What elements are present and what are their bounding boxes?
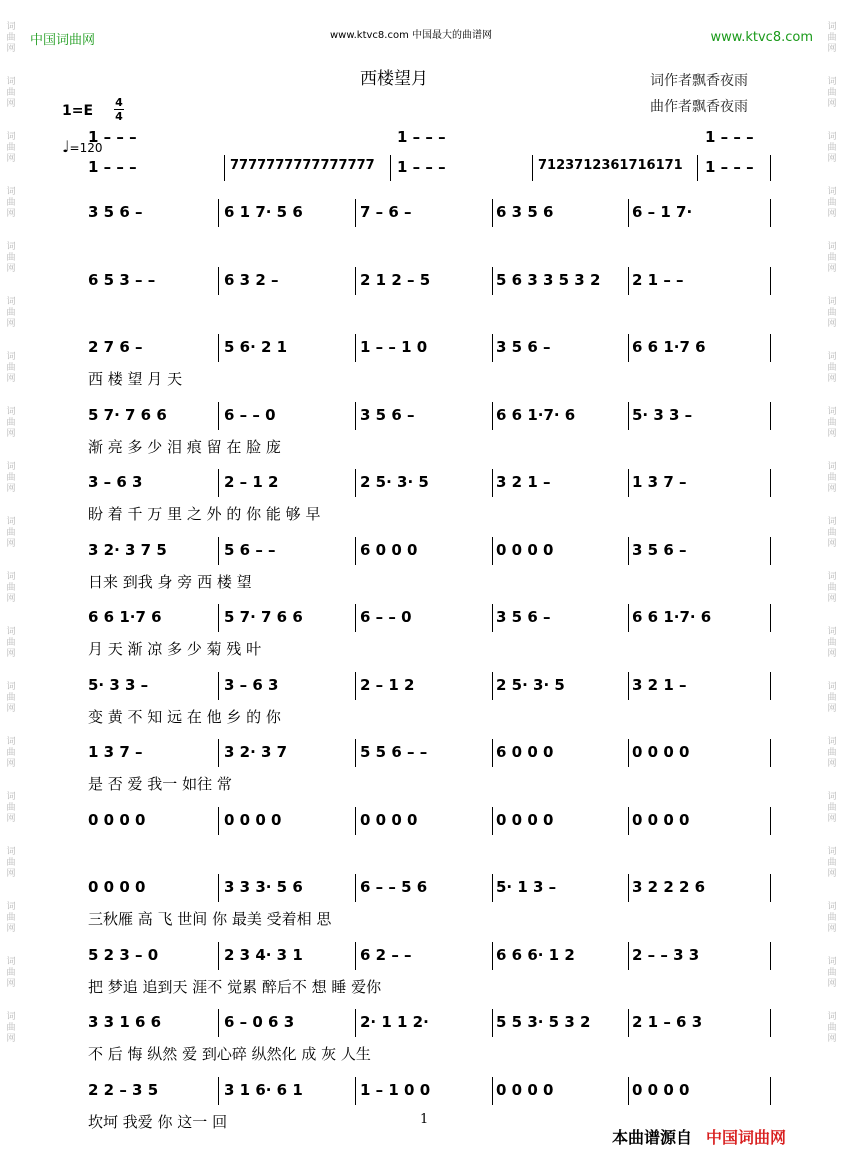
barline xyxy=(218,739,219,767)
barline xyxy=(492,942,493,970)
barline xyxy=(492,604,493,632)
barline xyxy=(355,537,356,565)
watermark-glyph-group: 词 曲 网 xyxy=(827,77,837,109)
measure-notes: 3 2 1 – xyxy=(496,473,551,491)
watermark-glyph-group: 词 曲 网 xyxy=(827,957,837,989)
site-url-right: www.ktvc8.com xyxy=(710,30,813,45)
barline xyxy=(355,807,356,835)
measure-notes: 3 5 6 – xyxy=(496,608,551,626)
measure-notes: 5 6· 2 1 xyxy=(224,338,288,356)
barline xyxy=(492,402,493,430)
measure-notes: 0 0 0 0 xyxy=(360,810,418,829)
measure-notes: 1 – 1 0 0 xyxy=(360,1080,431,1099)
watermark-glyph-group: 词 曲 网 xyxy=(827,847,837,879)
watermark-glyph-group: 词 曲 网 xyxy=(6,682,16,714)
intro-lower-3: 1 – – – xyxy=(397,158,446,176)
measure-notes: 1 3 7 – xyxy=(632,473,687,491)
measure-notes: 2 – – 3 3 xyxy=(632,945,700,964)
lyric-line: 变 黄 不 知 远 在 他 乡 的 你 xyxy=(88,707,281,726)
measure-notes: 5 5 6 – – xyxy=(360,743,428,761)
watermark-glyph-group: 词 曲 网 xyxy=(6,572,16,604)
lyric-line: 渐 亮 多 少 泪 痕 留 在 脸 庞 xyxy=(88,437,281,456)
barline xyxy=(218,1077,219,1105)
watermark-glyph-group: 词 曲 网 xyxy=(6,1012,16,1044)
barline xyxy=(770,807,771,835)
watermark-glyph-group: 词 曲 网 xyxy=(827,792,837,824)
barline xyxy=(628,334,629,362)
measure-notes: 2 1 – – xyxy=(632,270,684,289)
measure-notes: 6 6 1·7· 6 xyxy=(496,405,576,424)
barline xyxy=(770,874,771,902)
barline xyxy=(628,739,629,767)
watermark-glyph-group: 词 曲 网 xyxy=(827,187,837,219)
barline xyxy=(492,672,493,700)
barline xyxy=(628,874,629,902)
watermark-glyph-group: 词 曲 网 xyxy=(827,517,837,549)
barline xyxy=(218,267,219,295)
barline xyxy=(770,199,771,227)
barline xyxy=(218,1009,219,1037)
lyric-line: 三秋雁 高 飞 世间 你 最美 受着相 思 xyxy=(88,910,332,928)
measure-notes: 6 5 3 – – xyxy=(88,270,156,289)
measure-notes: 5 6 3 3 5 3 2 xyxy=(496,270,601,289)
barline xyxy=(628,942,629,970)
barline xyxy=(770,942,771,970)
watermark-glyph-group: 词 曲 网 xyxy=(827,1012,837,1044)
barline xyxy=(770,469,771,497)
measure-notes: 1 3 7 – xyxy=(88,743,143,761)
measure-notes: 2 5· 3· 5 xyxy=(360,473,429,491)
measure-notes: 0 0 0 0 xyxy=(88,878,146,896)
barline xyxy=(770,672,771,700)
measure-notes: 5· 1 3 – xyxy=(496,878,557,896)
left-watermark-strip xyxy=(2,0,20,1172)
measure-notes: 7 – 6 – xyxy=(360,203,412,221)
watermark-glyph-group: 词 曲 网 xyxy=(827,352,837,384)
barline xyxy=(355,672,356,700)
lyric-line: 是 否 爱 我一 如往 常 xyxy=(88,775,232,793)
watermark-glyph-group: 词 曲 网 xyxy=(827,737,837,769)
barline xyxy=(492,1077,493,1105)
quarter-note-icon: ♩ xyxy=(62,137,70,156)
barline xyxy=(628,199,629,227)
measure-notes: 6 – 1 7· xyxy=(632,203,693,221)
watermark-glyph-group: 词 曲 网 xyxy=(827,297,837,329)
measure-notes: 0 0 0 0 xyxy=(496,810,554,829)
measure-notes: 3 – 6 3 xyxy=(224,675,279,694)
barline xyxy=(492,469,493,497)
watermark-glyph-group: 词 曲 网 xyxy=(827,627,837,659)
watermark-glyph-group: 词 曲 网 xyxy=(6,737,16,769)
barline xyxy=(355,1009,356,1037)
measure-notes: 6 – – 0 xyxy=(360,608,412,626)
barline xyxy=(355,402,356,430)
watermark-glyph-group: 词 曲 网 xyxy=(6,22,16,54)
site-tagline: www.ktvc8.com 中国最大的曲谱网 xyxy=(330,30,493,41)
barline xyxy=(770,267,771,295)
measure-notes: 1 – – 1 0 xyxy=(360,338,428,356)
measure-notes: 6 – – 0 xyxy=(224,405,276,424)
measure-notes: 2 1 2 – 5 xyxy=(360,270,431,289)
measure-notes: 6 0 0 0 xyxy=(360,540,418,559)
measure-notes: 0 0 0 0 xyxy=(632,743,690,761)
barline xyxy=(218,537,219,565)
barline xyxy=(218,199,219,227)
measure-notes: 3 2 2 2 6 xyxy=(632,878,706,896)
measure-notes: 6 6 1·7 6 xyxy=(88,608,162,626)
barline xyxy=(628,1077,629,1105)
intro-lower-1: 1 – – – xyxy=(88,158,137,176)
barline xyxy=(628,807,629,835)
composer-credit: 曲作者飘香夜雨 xyxy=(650,99,748,115)
barline xyxy=(218,942,219,970)
measure-notes: 0 0 0 0 xyxy=(632,1080,690,1099)
lyric-line: 日来 到我 身 旁 西 楼 望 xyxy=(88,572,252,591)
measure-notes: 5 2 3 – 0 xyxy=(88,945,159,964)
measure-notes: 0 0 0 0 xyxy=(496,540,554,559)
barline xyxy=(628,1009,629,1037)
measure-notes: 2 7 6 – xyxy=(88,338,143,356)
watermark-glyph-group: 词 曲 网 xyxy=(6,627,16,659)
barline xyxy=(770,739,771,767)
time-signature-bottom: 4 xyxy=(115,110,123,123)
lyric-line: 盼 着 千 万 里 之 外 的 你 能 够 早 xyxy=(88,505,321,523)
measure-notes: 6 6 1·7· 6 xyxy=(632,608,712,626)
intro-upper-1: 1 – – – xyxy=(88,128,137,146)
watermark-glyph-group: 词 曲 网 xyxy=(6,352,16,384)
barline xyxy=(355,469,356,497)
barline xyxy=(492,537,493,565)
watermark-glyph-group: 词 曲 网 xyxy=(827,902,837,934)
barline xyxy=(355,739,356,767)
site-name-left: 中国词曲网 xyxy=(30,33,96,48)
measure-notes: 2 – 1 2 xyxy=(360,675,415,694)
intro-lower-2: 7777777777777777 xyxy=(230,158,375,173)
lyric-line: 把 梦追 追到天 涯不 觉累 醉后不 想 睡 爱你 xyxy=(88,977,382,996)
barline xyxy=(492,267,493,295)
watermark-glyph-group: 词 曲 网 xyxy=(6,77,16,109)
measure-notes: 2· 1 1 2· xyxy=(360,1013,429,1031)
watermark-glyph-group: 词 曲 网 xyxy=(6,902,16,934)
measure-notes: 3 5 6 – xyxy=(632,540,687,559)
barline xyxy=(628,537,629,565)
watermark-glyph-group: 词 曲 网 xyxy=(6,407,16,439)
measure-notes: 6 6 1·7 6 xyxy=(632,338,706,356)
measure-notes: 6 3 2 – xyxy=(224,270,279,289)
barline xyxy=(218,672,219,700)
measure-notes: 2 3 4· 3 1 xyxy=(224,945,303,964)
source-brand: 中国词曲网 xyxy=(706,1128,787,1147)
barline xyxy=(628,267,629,295)
barline xyxy=(355,267,356,295)
watermark-glyph-group: 词 曲 网 xyxy=(6,242,16,274)
barline xyxy=(218,604,219,632)
measure-notes: 3 2· 3 7 5 xyxy=(88,540,167,559)
measure-notes: 3 3 1 6 6 xyxy=(88,1013,162,1031)
watermark-glyph-group: 词 曲 网 xyxy=(827,22,837,54)
barline xyxy=(770,1077,771,1105)
measure-notes: 6 1 7· 5 6 xyxy=(224,203,303,221)
measure-notes: 3 5 6 – xyxy=(496,338,551,356)
watermark-glyph-group: 词 曲 网 xyxy=(6,847,16,879)
time-signature xyxy=(114,96,124,123)
barline xyxy=(492,1009,493,1037)
barline xyxy=(218,402,219,430)
barline xyxy=(355,942,356,970)
barline xyxy=(770,334,771,362)
barline xyxy=(492,739,493,767)
watermark-glyph-group: 词 曲 网 xyxy=(6,297,16,329)
measure-notes: 2 2 – 3 5 xyxy=(88,1080,159,1099)
measure-notes: 5 5 3· 5 3 2 xyxy=(496,1013,591,1031)
measure-notes: 6 – 0 6 3 xyxy=(224,1013,295,1031)
barline xyxy=(770,1009,771,1037)
lyric-line: 月 天 渐 凉 多 少 菊 残 叶 xyxy=(88,640,262,658)
measure-notes: 0 0 0 0 xyxy=(632,810,690,829)
lyric-line: 不 后 悔 纵然 爱 到心碎 纵然化 成 灰 人生 xyxy=(88,1045,371,1063)
barline xyxy=(770,402,771,430)
measure-notes: 0 0 0 0 xyxy=(224,810,282,829)
time-signature-top: 4 xyxy=(115,96,123,109)
measure-notes: 6 3 5 6 xyxy=(496,203,554,221)
measure-notes: 5· 3 3 – xyxy=(632,405,693,424)
watermark-glyph-group: 词 曲 网 xyxy=(827,682,837,714)
barline xyxy=(218,334,219,362)
measure-notes: 2 5· 3· 5 xyxy=(496,675,565,694)
key-signature: 1=E xyxy=(62,103,94,119)
watermark-glyph-group: 词 曲 网 xyxy=(6,792,16,824)
watermark-glyph-group: 词 曲 网 xyxy=(827,242,837,274)
watermark-glyph-group: 词 曲 网 xyxy=(6,462,16,494)
barline xyxy=(770,604,771,632)
measure-notes: 0 0 0 0 xyxy=(496,1080,554,1099)
barline xyxy=(492,807,493,835)
measure-notes: 3 5 6 – xyxy=(88,203,143,221)
barline xyxy=(355,1077,356,1105)
watermark-glyph-group: 词 曲 网 xyxy=(6,187,16,219)
measure-notes: 5 7· 7 6 6 xyxy=(224,608,303,626)
barline xyxy=(218,874,219,902)
right-watermark-strip xyxy=(823,0,841,1172)
watermark-glyph-group: 词 曲 网 xyxy=(827,132,837,164)
barline xyxy=(218,469,219,497)
intro-upper-3: 1 – – – xyxy=(705,128,754,146)
tempo-value: =120 xyxy=(69,141,103,155)
measure-notes: 3 2· 3 7 xyxy=(224,743,288,761)
barline xyxy=(355,874,356,902)
watermark-glyph-group: 词 曲 网 xyxy=(827,407,837,439)
measure-notes: 5 6 – – xyxy=(224,540,276,559)
measure-notes: 6 2 – – xyxy=(360,945,412,964)
page-number: 1 xyxy=(420,1112,429,1127)
lyric-line: 西 楼 望 月 天 xyxy=(88,370,183,388)
measure-notes: 0 0 0 0 xyxy=(88,810,146,829)
watermark-glyph-group: 词 曲 网 xyxy=(827,572,837,604)
source-credit xyxy=(612,1125,786,1148)
measure-notes: 3 5 6 – xyxy=(360,405,415,424)
measure-notes: 2 – 1 2 xyxy=(224,473,279,491)
barline xyxy=(355,604,356,632)
intro-upper-2: 1 – – – xyxy=(397,128,446,146)
watermark-glyph-group: 词 曲 网 xyxy=(6,517,16,549)
watermark-glyph-group: 词 曲 网 xyxy=(6,132,16,164)
measure-notes: 5· 3 3 – xyxy=(88,675,149,694)
lyricist-credit: 词作者飘香夜雨 xyxy=(650,73,748,89)
barline xyxy=(355,334,356,362)
measure-notes: 3 1 6· 6 1 xyxy=(224,1080,303,1099)
barline xyxy=(770,537,771,565)
intro-lower-5: 1 – – – xyxy=(705,158,754,176)
barline xyxy=(628,469,629,497)
barline xyxy=(492,199,493,227)
barline xyxy=(355,199,356,227)
watermark-glyph-group: 词 曲 网 xyxy=(6,957,16,989)
barline xyxy=(628,402,629,430)
barline xyxy=(492,334,493,362)
measure-notes: 6 0 0 0 xyxy=(496,743,554,761)
measure-notes: 3 3 3· 5 6 xyxy=(224,878,303,896)
barline xyxy=(628,604,629,632)
intro-lower-4: 7123712361716171 xyxy=(538,158,683,173)
lyric-line: 坎坷 我爱 你 这一 回 xyxy=(88,1112,228,1131)
measure-notes: 3 – 6 3 xyxy=(88,473,143,491)
source-label: 本曲谱源自 xyxy=(612,1128,693,1147)
song-title: 西楼望月 xyxy=(360,69,428,89)
measure-notes: 5 7· 7 6 6 xyxy=(88,405,167,424)
barline xyxy=(492,874,493,902)
measure-notes: 6 6 6· 1 2 xyxy=(496,945,575,964)
barline xyxy=(628,672,629,700)
measure-notes: 6 – – 5 6 xyxy=(360,878,428,896)
measure-notes: 3 2 1 – xyxy=(632,675,687,694)
barline xyxy=(218,807,219,835)
watermark-glyph-group: 词 曲 网 xyxy=(827,462,837,494)
measure-notes: 2 1 – 6 3 xyxy=(632,1013,703,1031)
